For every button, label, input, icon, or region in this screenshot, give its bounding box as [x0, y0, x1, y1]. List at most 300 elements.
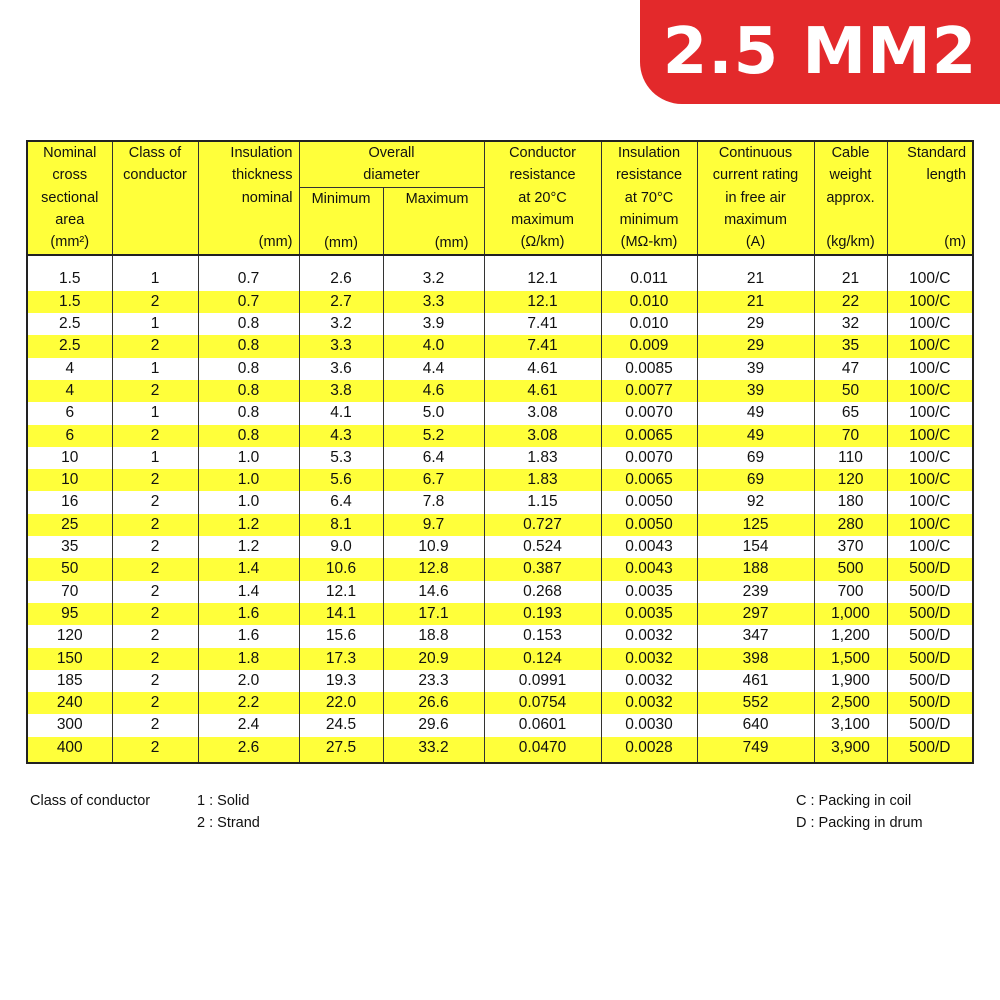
cell-insulation-resistance: 0.0050: [601, 514, 697, 536]
legend-solid: 1 : Solid: [197, 793, 250, 809]
header-line: Continuous: [718, 145, 793, 161]
table-row: [27, 603, 973, 625]
cell-conductor-resistance: 7.41: [484, 335, 601, 357]
cell-standard-length: 500/D: [887, 692, 973, 714]
table-row: [27, 714, 973, 736]
header-line: sectional: [41, 189, 99, 206]
cell-insulation-resistance: 0.0065: [601, 425, 697, 447]
cell-conductor-resistance: 7.41: [484, 313, 601, 335]
cell-cable-weight: 370: [814, 536, 887, 558]
cell-conductor-resistance: 0.727: [484, 514, 601, 536]
cell-insulation-resistance: 0.010: [601, 291, 697, 313]
cell-standard-length: 500/D: [887, 558, 973, 580]
cell-insulation-thickness: 1.6: [198, 603, 299, 625]
cell-diameter-max: 3.2: [383, 268, 484, 290]
cell-current-rating: 297: [697, 603, 814, 625]
cell-nominal-area: 95: [27, 603, 112, 625]
cell-conductor-resistance: 3.08: [484, 402, 601, 424]
cell-standard-length: 100/C: [887, 425, 973, 447]
header-line: conductor: [123, 167, 187, 184]
cell-diameter-max: 26.6: [383, 692, 484, 714]
cell-cable-weight: 47: [814, 358, 887, 380]
cell-nominal-area: 4: [27, 380, 112, 402]
cell-nominal-area: 4: [27, 358, 112, 380]
header-nominal-area: [27, 141, 112, 255]
header-line: approx.: [826, 189, 875, 206]
header-line: Overall: [368, 145, 415, 161]
table-row: [27, 648, 973, 670]
table-row: [27, 625, 973, 647]
cell-nominal-area: 10: [27, 447, 112, 469]
cell-insulation-thickness: 0.8: [198, 380, 299, 402]
table-row: [27, 380, 973, 402]
cell-current-rating: 69: [697, 469, 814, 491]
header-line: [384, 210, 469, 232]
cell-class: 2: [112, 536, 198, 558]
header-line: Class of: [128, 145, 182, 161]
cell-insulation-resistance: 0.0035: [601, 603, 697, 625]
header-current-rating: [697, 141, 814, 255]
header-line: diameter: [363, 167, 420, 184]
cell-insulation-thickness: 1.8: [198, 648, 299, 670]
cell-conductor-resistance: 0.124: [484, 648, 601, 670]
cable-spec-table: [26, 140, 974, 764]
header-line: resistance: [615, 167, 683, 184]
header-line: length: [926, 167, 967, 184]
cell-insulation-resistance: 0.0035: [601, 581, 697, 603]
cell-diameter-max: 6.7: [383, 469, 484, 491]
cell-nominal-area: 300: [27, 714, 112, 736]
cell-standard-length: 500/D: [887, 737, 973, 763]
cell-diameter-max: 7.8: [383, 491, 484, 513]
cell-insulation-thickness: 0.8: [198, 335, 299, 357]
cell-standard-length: 500/D: [887, 670, 973, 692]
header-line: (m): [944, 234, 967, 251]
table-row: [27, 358, 973, 380]
cell-current-rating: 154: [697, 536, 814, 558]
cell-current-rating: 39: [697, 358, 814, 380]
header-line: (MΩ-km): [620, 234, 678, 251]
cell-diameter-max: 4.4: [383, 358, 484, 380]
cell-standard-length: 100/C: [887, 491, 973, 513]
cell-nominal-area: 2.5: [27, 313, 112, 335]
cell-diameter-max: 4.0: [383, 335, 484, 357]
cell-cable-weight: 700: [814, 581, 887, 603]
header-class-of-conductor: [112, 141, 198, 255]
cell-conductor-resistance: 12.1: [484, 291, 601, 313]
cell-diameter-max: 23.3: [383, 670, 484, 692]
cell-cable-weight: 2,500: [814, 692, 887, 714]
cell-standard-length: 500/D: [887, 714, 973, 736]
header-line: (kg/km): [826, 234, 875, 251]
cell-standard-length: 100/C: [887, 447, 973, 469]
cell-insulation-thickness: 0.8: [198, 425, 299, 447]
cell-current-rating: 552: [697, 692, 814, 714]
table-row: [27, 692, 973, 714]
cell-insulation-thickness: 2.6: [198, 737, 299, 763]
cell-standard-length: 100/C: [887, 268, 973, 290]
cell-class: 2: [112, 670, 198, 692]
cell-class: 2: [112, 425, 198, 447]
cell-cable-weight: 1,000: [814, 603, 887, 625]
header-insulation-resistance: [601, 141, 697, 255]
cell-standard-length: 100/C: [887, 402, 973, 424]
cell-current-rating: 188: [697, 558, 814, 580]
cell-insulation-resistance: 0.0028: [601, 737, 697, 763]
table-row: [27, 536, 973, 558]
cell-cable-weight: 1,200: [814, 625, 887, 647]
table-row: [27, 469, 973, 491]
cell-insulation-resistance: 0.0032: [601, 670, 697, 692]
cell-nominal-area: 1.5: [27, 268, 112, 290]
cell-current-rating: 461: [697, 670, 814, 692]
cell-insulation-resistance: 0.0030: [601, 714, 697, 736]
cell-diameter-max: 4.6: [383, 380, 484, 402]
cell-diameter-min: 9.0: [299, 536, 383, 558]
header-line: (Ω/km): [520, 234, 565, 251]
cell-class: 1: [112, 313, 198, 335]
table-row: [27, 402, 973, 424]
cell-current-rating: 92: [697, 491, 814, 513]
size-badge: 2.5 MM2: [640, 0, 1000, 104]
cell-diameter-max: 29.6: [383, 714, 484, 736]
cell-cable-weight: 32: [814, 313, 887, 335]
header-line: (mm): [258, 234, 293, 251]
cell-insulation-thickness: 1.4: [198, 581, 299, 603]
cell-class: 1: [112, 447, 198, 469]
cell-insulation-thickness: 2.2: [198, 692, 299, 714]
header-line: Standard: [907, 145, 967, 161]
cell-current-rating: 29: [697, 335, 814, 357]
header-line: cross: [52, 167, 88, 184]
cell-nominal-area: 2.5: [27, 335, 112, 357]
cell-cable-weight: 50: [814, 380, 887, 402]
cell-insulation-thickness: 1.0: [198, 469, 299, 491]
cell-insulation-thickness: 2.0: [198, 670, 299, 692]
cell-conductor-resistance: 0.0991: [484, 670, 601, 692]
cell-nominal-area: 10: [27, 469, 112, 491]
cell-insulation-resistance: 0.009: [601, 335, 697, 357]
cell-insulation-resistance: 0.0065: [601, 469, 697, 491]
cell-conductor-resistance: 1.83: [484, 469, 601, 491]
cell-conductor-resistance: 0.0754: [484, 692, 601, 714]
cell-nominal-area: 70: [27, 581, 112, 603]
cell-insulation-thickness: 0.8: [198, 313, 299, 335]
cell-diameter-max: 33.2: [383, 737, 484, 763]
cell-cable-weight: 1,900: [814, 670, 887, 692]
header-line: (mm): [434, 235, 469, 252]
cell-conductor-resistance: 4.61: [484, 358, 601, 380]
cell-conductor-resistance: 3.08: [484, 425, 601, 447]
header-line: current rating: [712, 167, 799, 184]
cell-class: 2: [112, 692, 198, 714]
table-row: [27, 335, 973, 357]
header-line: maximum: [724, 211, 787, 228]
header-line: [815, 209, 887, 231]
cell-current-rating: 29: [697, 313, 814, 335]
table-row: [27, 313, 973, 335]
header-insulation-thickness: [198, 141, 299, 255]
cell-diameter-max: 18.8: [383, 625, 484, 647]
cell-diameter-max: 5.2: [383, 425, 484, 447]
cell-cable-weight: 120: [814, 469, 887, 491]
cell-nominal-area: 35: [27, 536, 112, 558]
cell-insulation-resistance: 0.0043: [601, 558, 697, 580]
header-diameter-minimum: [299, 187, 383, 255]
header-line: Nominal: [43, 145, 97, 161]
cell-class: 2: [112, 335, 198, 357]
cell-conductor-resistance: 0.153: [484, 625, 601, 647]
header-line: (mm): [324, 235, 358, 252]
cell-insulation-thickness: 2.4: [198, 714, 299, 736]
cell-diameter-min: 8.1: [299, 514, 383, 536]
cell-class: 2: [112, 558, 198, 580]
header-overall-diameter: [299, 141, 484, 187]
cell-conductor-resistance: 0.387: [484, 558, 601, 580]
cell-diameter-max: 3.9: [383, 313, 484, 335]
table-row: [27, 491, 973, 513]
cell-class: 2: [112, 625, 198, 647]
cell-cable-weight: 65: [814, 402, 887, 424]
cell-cable-weight: 3,100: [814, 714, 887, 736]
header-line: [300, 210, 383, 232]
header-line: Insulation: [617, 145, 681, 161]
cell-standard-length: 100/C: [887, 469, 973, 491]
cell-conductor-resistance: 12.1: [484, 268, 601, 290]
cell-nominal-area: 6: [27, 425, 112, 447]
header-line: [888, 187, 967, 209]
cell-current-rating: 69: [697, 447, 814, 469]
cell-conductor-resistance: 1.83: [484, 447, 601, 469]
cell-diameter-max: 9.7: [383, 514, 484, 536]
cell-standard-length: 500/D: [887, 648, 973, 670]
header-line: area: [55, 211, 85, 228]
header-line: at 20°C: [518, 189, 567, 206]
cell-conductor-resistance: 0.0601: [484, 714, 601, 736]
header-line: [888, 209, 967, 231]
cell-nominal-area: 120: [27, 625, 112, 647]
cell-diameter-min: 22.0: [299, 692, 383, 714]
cell-cable-weight: 22: [814, 291, 887, 313]
cell-diameter-min: 4.1: [299, 402, 383, 424]
cell-class: 1: [112, 402, 198, 424]
cell-nominal-area: 185: [27, 670, 112, 692]
table-body: [27, 268, 973, 763]
cell-current-rating: 21: [697, 268, 814, 290]
cell-class: 2: [112, 491, 198, 513]
cell-diameter-min: 6.4: [299, 491, 383, 513]
header-line: at 70°C: [624, 189, 674, 206]
cell-insulation-resistance: 0.0070: [601, 402, 697, 424]
cell-class: 2: [112, 380, 198, 402]
legend-drum: D : Packing in drum: [796, 815, 923, 831]
table-row: [27, 558, 973, 580]
cell-standard-length: 100/C: [887, 291, 973, 313]
cell-diameter-min: 2.6: [299, 268, 383, 290]
cell-nominal-area: 25: [27, 514, 112, 536]
cell-conductor-resistance: 0.193: [484, 603, 601, 625]
table-row: [27, 581, 973, 603]
cell-insulation-thickness: 0.8: [198, 358, 299, 380]
header-line: resistance: [509, 167, 576, 184]
header-line: [199, 209, 293, 231]
cell-conductor-resistance: 0.524: [484, 536, 601, 558]
header-line: Conductor: [509, 145, 576, 161]
header-line: maximum: [511, 211, 574, 228]
cell-current-rating: 125: [697, 514, 814, 536]
cell-nominal-area: 150: [27, 648, 112, 670]
cell-insulation-resistance: 0.0077: [601, 380, 697, 402]
cell-insulation-resistance: 0.0032: [601, 692, 697, 714]
cell-standard-length: 100/C: [887, 514, 973, 536]
cell-insulation-resistance: 0.0085: [601, 358, 697, 380]
cell-diameter-min: 24.5: [299, 714, 383, 736]
cell-conductor-resistance: 1.15: [484, 491, 601, 513]
cell-diameter-min: 12.1: [299, 581, 383, 603]
cell-diameter-max: 5.0: [383, 402, 484, 424]
cell-cable-weight: 1,500: [814, 648, 887, 670]
cell-standard-length: 500/D: [887, 625, 973, 647]
cell-cable-weight: 35: [814, 335, 887, 357]
table-row: [27, 514, 973, 536]
header-standard-length: [887, 141, 973, 255]
cell-current-rating: 239: [697, 581, 814, 603]
cell-insulation-thickness: 1.2: [198, 536, 299, 558]
cell-nominal-area: 6: [27, 402, 112, 424]
header-line: Maximum: [405, 190, 469, 207]
cell-diameter-min: 19.3: [299, 670, 383, 692]
cell-insulation-resistance: 0.0043: [601, 536, 697, 558]
cell-insulation-resistance: 0.0070: [601, 447, 697, 469]
cell-nominal-area: 1.5: [27, 291, 112, 313]
cell-diameter-max: 10.9: [383, 536, 484, 558]
cell-insulation-thickness: 1.2: [198, 514, 299, 536]
cell-class: 2: [112, 469, 198, 491]
cell-standard-length: 500/D: [887, 603, 973, 625]
cell-diameter-max: 17.1: [383, 603, 484, 625]
cell-current-rating: 749: [697, 737, 814, 763]
legend-coil: C : Packing in coil: [796, 793, 912, 809]
header-line: Insulation: [230, 145, 293, 161]
cell-standard-length: 100/C: [887, 313, 973, 335]
cell-conductor-resistance: 0.268: [484, 581, 601, 603]
table-row: [27, 737, 973, 763]
cell-conductor-resistance: 0.0470: [484, 737, 601, 763]
header-line: in free air: [725, 189, 786, 206]
cell-diameter-max: 3.3: [383, 291, 484, 313]
cell-diameter-min: 17.3: [299, 648, 383, 670]
cell-insulation-resistance: 0.011: [601, 268, 697, 290]
cell-diameter-min: 4.3: [299, 425, 383, 447]
table-row: [27, 670, 973, 692]
cell-diameter-max: 20.9: [383, 648, 484, 670]
cell-insulation-thickness: 1.4: [198, 558, 299, 580]
cell-current-rating: 49: [697, 425, 814, 447]
table-row: [27, 447, 973, 469]
cell-current-rating: 398: [697, 648, 814, 670]
cell-insulation-resistance: 0.0050: [601, 491, 697, 513]
cell-conductor-resistance: 4.61: [484, 380, 601, 402]
header-line: Minimum: [311, 190, 371, 207]
cell-cable-weight: 280: [814, 514, 887, 536]
cell-cable-weight: 21: [814, 268, 887, 290]
cell-current-rating: 39: [697, 380, 814, 402]
cell-diameter-min: 3.2: [299, 313, 383, 335]
cell-nominal-area: 50: [27, 558, 112, 580]
header-line: nominal: [241, 189, 293, 206]
cell-class: 1: [112, 358, 198, 380]
cell-diameter-min: 5.3: [299, 447, 383, 469]
table-row: [27, 291, 973, 313]
cell-insulation-resistance: 0.0032: [601, 625, 697, 647]
cell-diameter-max: 14.6: [383, 581, 484, 603]
cell-nominal-area: 16: [27, 491, 112, 513]
header-diameter-maximum: [383, 187, 484, 255]
cell-current-rating: 49: [697, 402, 814, 424]
cell-diameter-max: 12.8: [383, 558, 484, 580]
cell-class: 2: [112, 581, 198, 603]
cell-insulation-resistance: 0.0032: [601, 648, 697, 670]
cell-standard-length: 100/C: [887, 536, 973, 558]
cell-standard-length: 500/D: [887, 581, 973, 603]
cell-diameter-min: 10.6: [299, 558, 383, 580]
header-cable-weight: [814, 141, 887, 255]
cell-standard-length: 100/C: [887, 380, 973, 402]
cell-insulation-thickness: 1.0: [198, 447, 299, 469]
cell-diameter-min: 3.3: [299, 335, 383, 357]
cell-class: 2: [112, 291, 198, 313]
cell-insulation-thickness: 0.7: [198, 268, 299, 290]
header-line: weight: [829, 167, 872, 184]
cell-class: 2: [112, 514, 198, 536]
header-conductor-resistance: [484, 141, 601, 255]
cell-diameter-max: 6.4: [383, 447, 484, 469]
cell-diameter-min: 5.6: [299, 469, 383, 491]
cell-cable-weight: 180: [814, 491, 887, 513]
cell-diameter-min: 14.1: [299, 603, 383, 625]
cell-diameter-min: 27.5: [299, 737, 383, 763]
cell-cable-weight: 500: [814, 558, 887, 580]
cell-standard-length: 100/C: [887, 335, 973, 357]
cell-insulation-thickness: 0.7: [198, 291, 299, 313]
cell-nominal-area: 400: [27, 737, 112, 763]
legend-class-label: Class of conductor: [30, 793, 151, 809]
cell-class: 2: [112, 737, 198, 763]
cell-class: 1: [112, 268, 198, 290]
cell-insulation-resistance: 0.010: [601, 313, 697, 335]
legend-strand: 2 : Strand: [197, 815, 260, 831]
cell-diameter-min: 3.8: [299, 380, 383, 402]
header-line: (A): [745, 234, 766, 251]
cell-standard-length: 100/C: [887, 358, 973, 380]
cell-class: 2: [112, 603, 198, 625]
cell-insulation-thickness: 1.6: [198, 625, 299, 647]
cell-cable-weight: 110: [814, 447, 887, 469]
cell-cable-weight: 3,900: [814, 737, 887, 763]
cell-diameter-min: 15.6: [299, 625, 383, 647]
header-line: Cable: [831, 145, 870, 161]
header-line: thickness: [232, 167, 293, 184]
cell-current-rating: 640: [697, 714, 814, 736]
table-row: [27, 268, 973, 290]
cell-nominal-area: 240: [27, 692, 112, 714]
header-line: minimum: [619, 211, 679, 228]
cell-insulation-thickness: 0.8: [198, 402, 299, 424]
cell-class: 2: [112, 648, 198, 670]
header-line: (mm²): [50, 234, 90, 251]
cell-class: 2: [112, 714, 198, 736]
cell-current-rating: 21: [697, 291, 814, 313]
